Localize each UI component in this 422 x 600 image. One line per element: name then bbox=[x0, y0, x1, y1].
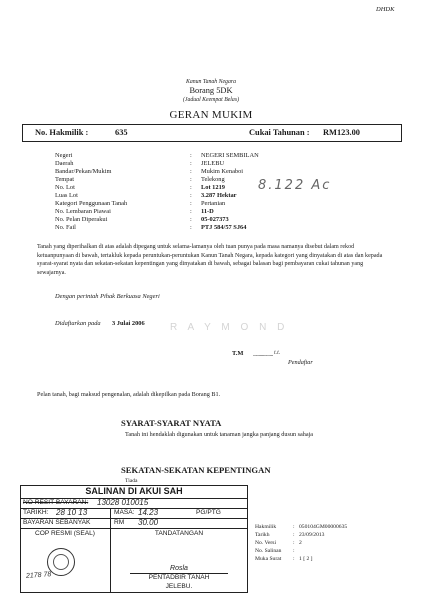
detail-row bbox=[0, 192, 422, 200]
detail-label: Bandar/Pekan/Mukim bbox=[55, 168, 112, 175]
tenure-paragraph: Tanah yang diperihalkan di atas adalah dipegang untuk selama-lamanya oleh tuan punya pada masa namanya disebut dalam rekod ketuanpunyaan di bawah, tertakluk kepada peruntukan-peruntukan Kanun Tanah Negara, kepada kategori yang dinyatakan di atas dan kepada syarat-syarat nyata dan sekatan-sekatan kepentingan yang dinyatakan di bawah, sebagai balasan bagi pembayaran cukai tahunan yang sewajarnya. bbox=[37, 244, 383, 276]
detail-value: Lot 1219 bbox=[201, 184, 225, 191]
detail-label: Tempat bbox=[55, 176, 75, 183]
detail-value: Mukim Kenaboi bbox=[201, 168, 244, 175]
detail-value: Telekong bbox=[201, 176, 225, 183]
restrictions-title: SEKATAN-SEKATAN KEPENTINGAN bbox=[121, 465, 271, 475]
stamp-title: SALINAN DI AKUI SAH bbox=[85, 486, 183, 496]
detail-colon: : bbox=[190, 168, 192, 175]
signature-dots: .................. bbox=[253, 351, 273, 358]
document-code: DHDK bbox=[376, 6, 395, 13]
detail-label: No. Pelan Diperakui bbox=[55, 216, 108, 223]
detail-colon: : bbox=[190, 152, 192, 159]
detail-row bbox=[0, 168, 422, 176]
detail-row bbox=[0, 184, 422, 192]
registered-label: Didaftarkan pada bbox=[55, 320, 101, 327]
officer-title-line-2: JELEBU. bbox=[165, 583, 193, 590]
footer-value: 2 bbox=[299, 540, 302, 546]
footer-label: Hakmilik bbox=[255, 524, 277, 530]
fee-amount: 30.00 bbox=[138, 518, 159, 527]
handwritten-area-note: 8.122 Ac bbox=[258, 178, 332, 193]
watermark-text: R A Y M O N D bbox=[170, 322, 289, 333]
time-label: MASA: bbox=[114, 509, 135, 516]
document-title: GERAN MUKIM bbox=[169, 109, 253, 121]
footer-colon: : bbox=[293, 548, 295, 554]
footer-value: 050104GM00000635 bbox=[299, 524, 348, 530]
footer-colon: : bbox=[293, 532, 295, 538]
officer-title-line-1: PENTADBIR TANAH bbox=[148, 574, 210, 581]
detail-row bbox=[0, 200, 422, 208]
schedule-name: (Jadual Keempat Belas) bbox=[182, 97, 240, 103]
title-bar bbox=[22, 124, 402, 142]
detail-value: NEGERI SEMBILAN bbox=[201, 152, 259, 159]
official-seal-icon bbox=[47, 548, 75, 576]
detail-colon: : bbox=[190, 184, 192, 191]
detail-colon: : bbox=[190, 192, 192, 199]
detail-row bbox=[0, 224, 422, 232]
tm-label: T.M bbox=[232, 350, 244, 357]
conditions-text: Tanah ini hendaklah digunakan untuk tanaman jangka panjang dusun sahaja bbox=[125, 431, 314, 438]
authority-order: Dengan perintah Pihak Berkuasa Negeri bbox=[55, 293, 160, 300]
detail-row bbox=[0, 176, 422, 184]
cukai-label: Cukai Tahunan : bbox=[249, 128, 310, 137]
detail-label: No. Fail bbox=[55, 224, 76, 231]
date-label: TARIKH: bbox=[23, 509, 49, 516]
detail-row bbox=[0, 208, 422, 216]
detail-value: 11-D bbox=[201, 208, 214, 215]
detail-colon: : bbox=[190, 208, 192, 215]
detail-label: Daerah bbox=[55, 160, 74, 167]
footer-label: No. Salinan bbox=[255, 548, 282, 554]
footer-label: Muka Surat bbox=[255, 556, 282, 562]
detail-value: PTJ 584/57 SJ64 bbox=[201, 224, 247, 231]
time-value: 14.23 bbox=[138, 508, 159, 517]
detail-colon: : bbox=[190, 224, 192, 231]
footer-colon: : bbox=[293, 524, 295, 530]
act-name: Kanun Tanah Negara bbox=[185, 79, 237, 85]
date-value: 28 10 13 bbox=[56, 508, 88, 517]
detail-label: Kategori Penggunaan Tanah bbox=[55, 200, 128, 207]
conditions-title: SYARAT-SYARAT NYATA bbox=[121, 418, 222, 428]
detail-colon: : bbox=[190, 176, 192, 183]
restrictions-text: Tiada bbox=[125, 478, 138, 484]
fee-label: BAYARAN SEBANYAK bbox=[23, 519, 91, 526]
hakmilik-number: 635 bbox=[115, 128, 128, 137]
detail-value: 05-027373 bbox=[201, 216, 229, 223]
footer-label: No. Versi bbox=[255, 540, 277, 546]
detail-label: Negeri bbox=[55, 152, 73, 159]
cukai-value: RM123.00 bbox=[323, 128, 360, 137]
certification-stamp bbox=[20, 485, 248, 593]
detail-value: JELEBU bbox=[201, 160, 225, 167]
officer-signature: Rosla bbox=[170, 565, 188, 572]
registered-date: 3 Julai 2006 bbox=[112, 320, 145, 327]
footer-colon: : bbox=[293, 540, 295, 546]
hakmilik-label: No. Hakmilik : bbox=[35, 128, 89, 137]
detail-colon: : bbox=[190, 160, 192, 167]
registrar-title: Pendaftar bbox=[288, 359, 313, 366]
detail-value: Pertanian bbox=[201, 200, 226, 207]
detail-value: 3.287 Hektar bbox=[201, 192, 237, 199]
detail-label: No. Lembaran Piawai bbox=[55, 208, 111, 215]
detail-row bbox=[0, 160, 422, 168]
signature-label: TANDATANGAN bbox=[154, 530, 204, 537]
detail-row bbox=[0, 152, 422, 160]
form-name: Borang 5DK bbox=[189, 86, 233, 95]
detail-label: No. Lot bbox=[55, 184, 75, 191]
footer-value: 1 [ 2 ] bbox=[299, 556, 313, 562]
time-unit: PG/PTG bbox=[196, 509, 221, 516]
signature-mark: t.t. bbox=[274, 350, 281, 356]
detail-colon: : bbox=[190, 200, 192, 207]
footer-label: Tarikh bbox=[255, 532, 270, 538]
plan-note: Pelan tanah, bagi maksud pengenalan, adalah dikepilkan pada Borang B1. bbox=[37, 391, 221, 398]
detail-label: Luas Lot bbox=[55, 192, 78, 199]
footer-value: 23/09/2013 bbox=[299, 532, 325, 538]
detail-row bbox=[0, 216, 422, 224]
detail-colon: : bbox=[190, 216, 192, 223]
fee-currency: RM bbox=[114, 519, 125, 526]
seal-number: 2178 78 bbox=[25, 571, 52, 580]
footer-colon: : bbox=[293, 556, 295, 562]
seal-label: COP RESMI (SEAL) bbox=[35, 530, 95, 537]
receipt-label: NO RESIT BAYARAN: bbox=[23, 499, 89, 506]
receipt-number: 13028 010015 bbox=[97, 498, 149, 507]
